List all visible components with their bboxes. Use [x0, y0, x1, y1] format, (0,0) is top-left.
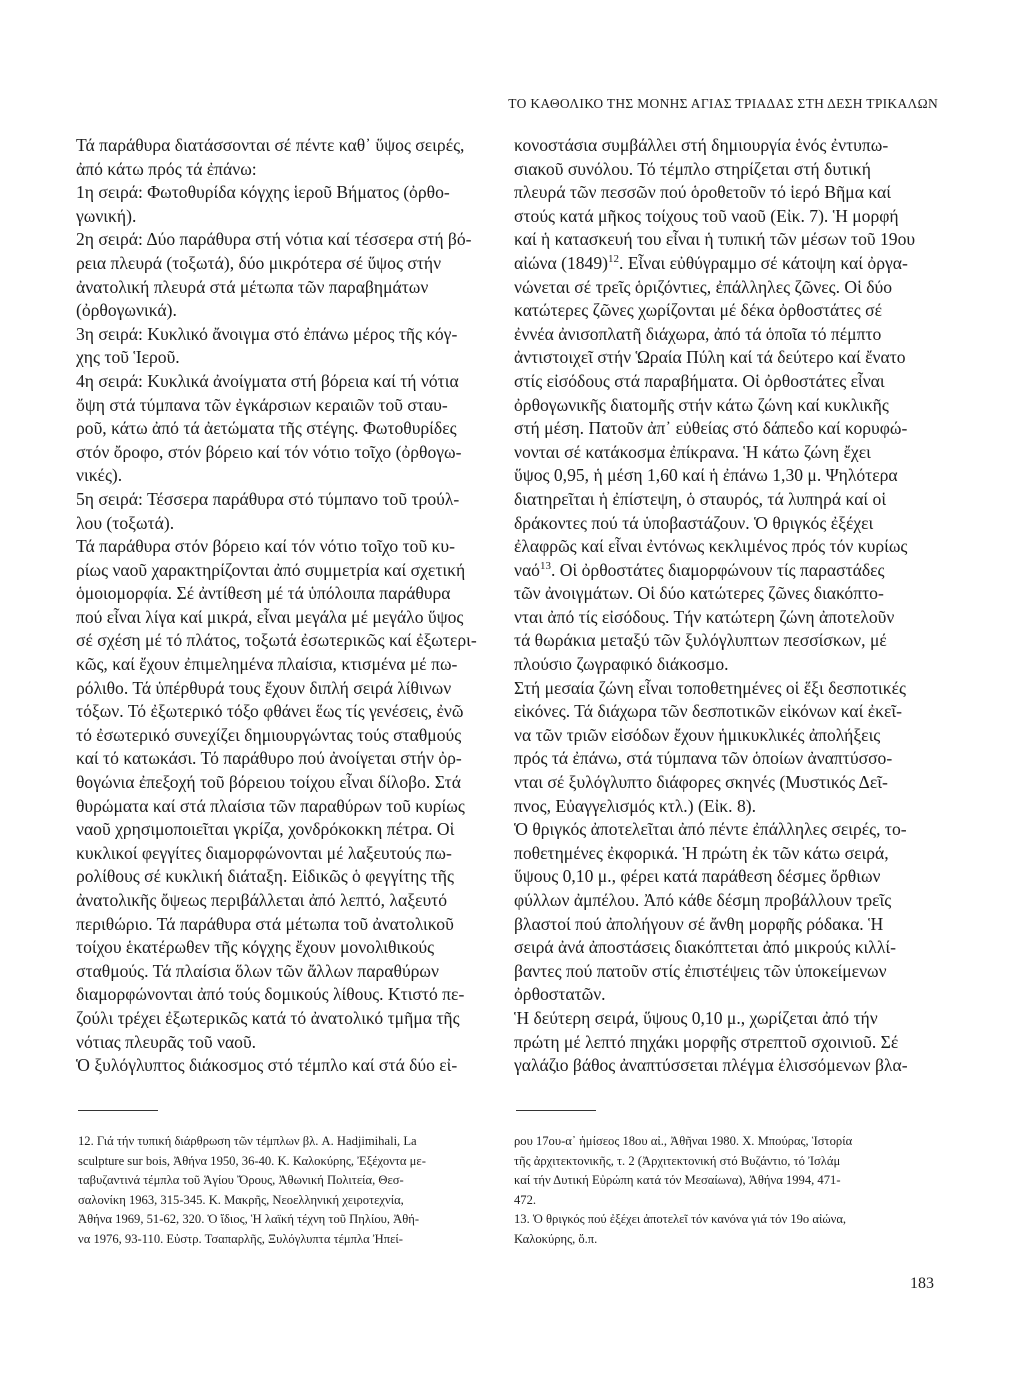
- body-text-line: ὕψους 0,10 μ., φέρει κατά παράθεση δέσμες ὄρθιων: [514, 866, 881, 887]
- body-text-line: νότιας πλευρᾶς τοῦ ναοῦ.: [76, 1031, 257, 1052]
- body-text-line: πού εἶναι λίγα καί μικρά, εἶναι μεγάλα μέ μεγάλο ὕψος: [76, 606, 464, 627]
- body-text-line: τοίχου ἑκατέρωθεν τῆς κόγχης ἔχουν μονολιθικούς: [76, 937, 435, 958]
- footnote-line: τῆς ἀρχιτεκτονικῆς, τ. 2 (Ἀρχιτεκτονική στό Βυζάντιο, τό Ἰσλάμ: [514, 1153, 841, 1168]
- body-text-line: διατηρεῖται ἡ ἐπίστεψη, ὁ σταυρός, τά λυπηρά καί οἱ: [514, 488, 887, 509]
- body-text-line: 1η σειρά: Φωτοθυρίδα κόγχης ἱεροῦ Βήματος (ὀρθο-: [76, 182, 450, 203]
- body-text-line: 5η σειρά: Τέσσερα παράθυρα στό τύμπανο τοῦ τρούλ-: [76, 488, 460, 509]
- body-text-line: ρεια πλευρά (τοξωτά), δύο μικρότερα σέ ὕψος στήν: [76, 252, 442, 273]
- body-text-line: σταθμούς. Τά πλαίσια ὅλων τῶν ἄλλων παραθύρων: [76, 960, 439, 981]
- footnote-line: ταβυζαντινά τέμπλα τοῦ Ἁγίου Ὄρους, Ἀθωνική Πολιτεία, Θεσ-: [78, 1173, 404, 1188]
- body-text-line: ἀνατολική πλευρά στά μέτωπα τῶν παραβημάτων: [76, 276, 429, 297]
- body-text-line: ὄψη στά τύμπανα τῶν ἐγκάρσιων κεραιῶν τοῦ σταυ-: [76, 394, 448, 415]
- body-text-line: ὀρθογωνικῆς διατομῆς στήν κάτω ζώνη καί κυκλικῆς: [514, 394, 889, 415]
- body-text-line: Τά παράθυρα στόν βόρειο καί τόν νότιο τοῖχο τοῦ κυ-: [76, 536, 455, 557]
- body-text-line: 4η σειρά: Κυκλικά ἀνοίγματα στή βόρεια καί τή νότια: [76, 370, 459, 391]
- body-text-line: ἐλαφρῶς καί εἶναι ἐντόνως κεκλιμένος πρός τόν κυρίως: [514, 536, 908, 557]
- body-text-line: τῶν ἀνοιγμάτων. Οἱ δύο κατώτερες ζῶνες διακόπτο-: [514, 583, 884, 604]
- body-text-line: σέ σχέση μέ τό πλάτος, τοξωτά ἐσωτερικῶς καί ἐξωτερι-: [76, 630, 477, 651]
- body-text-line: τό ἐσωτερικό συνεχίζει δημιουργώντας τούς σταθμούς: [76, 724, 462, 745]
- left-text-column: [76, 134, 496, 1078]
- footnote-line: sculpture sur bois, Ἀθήνα 1950, 36-40. Κ. Καλοκύρης, Ἐξέχοντα με-: [78, 1153, 426, 1168]
- body-text-line: ἀπό κάτω πρός τά ἐπάνω:: [76, 158, 257, 179]
- body-text-line: χης τοῦ Ἱεροῦ.: [76, 347, 180, 368]
- body-text-line: πλευρά τῶν πεσσῶν πού ὁροθετοῦν τό ἱερό Βῆμα καί: [514, 182, 892, 203]
- body-text-line: φύλλων ἀμπέλου. Ἀπό κάθε δέσμη προβάλλουν τρεῖς: [514, 890, 892, 910]
- body-text-line: λου (τοξωτά).: [76, 512, 175, 533]
- body-text-line: ζούλι τρέχει ἐξωτερικῶς κατά τό ἀνατολικό τμῆμα τῆς: [76, 1007, 460, 1028]
- body-text-line: δράκοντες πού τά ὑποβαστάζουν. Ὁ θριγκός ἐξέχει: [514, 512, 874, 533]
- body-text-line: πλούσιο ζωγραφικό διάκοσμο.: [514, 654, 729, 675]
- body-text-line: νται σέ ξυλόγλυπτο διάφορες σκηνές (Μυστικός Δεῖ-: [514, 772, 888, 793]
- body-text-line: ναοῦ χρησιμοποιεῖται γκρίζα, χονδρόκοκκη πέτρα. Οἱ: [76, 819, 455, 840]
- footnote-rule: [516, 1110, 596, 1111]
- body-text-line: στόν ὄροφο, στόν βόρειο καί τόν νότιο τοῖχο (ὀρθογω-: [76, 441, 462, 462]
- footnote-line: Καλοκύρης, ὅ.π.: [514, 1231, 598, 1246]
- body-text-line: 3η σειρά: Κυκλικό ἄνοιγμα στό ἐπάνω μέρος τῆς κόγ-: [76, 323, 458, 344]
- footnote-line: Ἀθήνα 1969, 51-62, 320. Ὁ ἴδιος, Ἡ λαϊκή τέχνη τοῦ Πηλίου, Ἀθή-: [78, 1212, 420, 1227]
- body-text-line: ἐννέα ἀνισοπλατῆ διάχωρα, ἀπό τά ὁποῖα τό πέμπτο: [514, 323, 882, 344]
- footnote-line: 13. Ὁ θριγκός πού ἐξέχει ἀποτελεῖ τόν κανόνα γιά τόν 19ο αἰώνα,: [514, 1212, 847, 1227]
- footnote-reference[interactable]: 12: [608, 253, 620, 266]
- body-text-line: ρίως ναοῦ χαρακτηρίζονται ἀπό συμμετρία καί σχετική: [76, 559, 466, 580]
- line-text: καί ἡ κατασκευή του εἶναι ἡ τυπική τῶν μέσων τοῦ 19ου: [514, 229, 916, 250]
- body-text-line: ὕψος 0,95, ἡ μέση 1,60 καί ἡ ἐπάνω 1,30 μ. Ψηλότερα: [514, 465, 898, 486]
- body-text-line: τά θωράκια μεταξύ τῶν ξυλόγλυπτων πεσσίσκων, μέ: [514, 630, 887, 651]
- body-text-line: κονοστάσια συμβάλλει στή δημιουργία ἑνός ἐντυπω-: [514, 135, 889, 155]
- body-text-line: νικές).: [76, 465, 123, 486]
- body-text-line: πρώτη μέ λεπτό πηχάκι μορφῆς στρεπτοῦ σχοινιοῦ. Σέ: [514, 1031, 899, 1052]
- body-text-line: γαλάζιο βάθος ἀναπτύσσεται πλέγμα ἑλισσόμενων βλα-: [514, 1055, 908, 1076]
- body-text-line: [514, 559, 934, 583]
- body-text-line: να τῶν τριῶν εἰσόδων ἔχουν ἡμικυκλικές ἀπολήξεις: [514, 724, 881, 745]
- body-text-line: στίς εἰσόδους στά παραβήματα. Οἱ ὀρθοστάτες εἶναι: [514, 370, 885, 391]
- body-text-line: Ὁ θριγκός ἀποτελεῖται ἀπό πέντε ἐπάλληλες σειρές, το-: [514, 819, 907, 840]
- footnote-line: να 1976, 93-110. Εὐστρ. Τσαπαρλῆς, Ξυλόγλυπτα τέμπλα Ἠπεί-: [78, 1231, 403, 1246]
- footnote-line: ρου 17ου-α᾽ ἡμίσεος 18ου αἰ., Ἀθῆναι 1980. Χ. Μπούρας, Ἱστορία: [514, 1134, 853, 1148]
- line-text: . Εἶναι εὐθύγραμμο σέ κάτοψη καί ὀργα-: [619, 252, 908, 273]
- body-text-line: πρός τά ἐπάνω, στά τύμπανα τῶν ὁποίων ἀναπτύσσο-: [514, 748, 893, 769]
- body-text-line: νονται σέ κατάκοσμα ἐπίκρανα. Ἡ κάτω ζώνη ἔχει: [514, 441, 871, 462]
- line-text: ναό: [514, 559, 540, 580]
- footnotes-left: [78, 1132, 498, 1250]
- body-text-line: Στή μεσαία ζώνη εἶναι τοποθετημένες οἱ ἕξι δεσποτικές: [514, 677, 906, 698]
- body-text-line: τόξων. Τό ἐξωτερικό τόξο φθάνει ἕως τίς γενέσεις, ἐνῶ: [76, 701, 464, 722]
- body-text-line: στή μέση. Πατοῦν ἀπ᾽ εὐθείας στό δάπεδο καί κορυφώ-: [514, 418, 908, 439]
- footnote-rule: [78, 1110, 158, 1111]
- body-text-line: ὁμοιομορφία. Σέ ἀντίθεση μέ τά ὑπόλοιπα παράθυρα: [76, 583, 451, 604]
- body-text-line: νται ἀπό τίς εἰσόδους. Τήν κατώτερη ζώνη ἀποτελοῦν: [514, 606, 895, 627]
- body-text-line: διαμορφώνονται ἀπό τούς δομικούς λίθους. Κτιστό πε-: [76, 984, 465, 1005]
- body-text-line: [514, 228, 934, 252]
- body-text-line: Τά παράθυρα διατάσσονται σέ πέντε καθ᾽ ὕψος σειρές,: [76, 135, 465, 155]
- body-text-line: ροῦ, κάτω ἀπό τά ἀετώματα τῆς στέγης. Φωτοθυρίδες: [76, 418, 457, 439]
- body-text-line: θογώνια ἐπεξοχή τοῦ βόρειου τοίχου εἶναι δίλοβο. Στά: [76, 772, 461, 793]
- body-text-line: καί τό κατωκάσι. Τό παράθυρο πού ἀνοίγεται στήν ὀρ-: [76, 748, 462, 769]
- body-text-line: Ἡ δεύτερη σειρά, ὕψους 0,10 μ., χωρίζεται ἀπό τήν: [514, 1007, 878, 1028]
- body-text-line: σειρά ἀνά ἀποστάσεις διακόπτεται ἀπό μικρούς κιλλί-: [514, 937, 896, 958]
- body-text-line: στούς κατά μῆκος τοίχους τοῦ ναοῦ (Εἰκ. 7). Ἡ μορφή: [514, 205, 899, 226]
- body-text-line: βαντες πού πατοῦν στίς ἐπιστέψεις τῶν ὑποκείμενων: [514, 960, 887, 981]
- footnote-line: 12. Γιά τήν τυπική διάρθρωση τῶν τέμπλων βλ. A. Hadjimihali, La: [78, 1134, 417, 1148]
- body-text-line: ρόλιθο. Τά ὑπέρθυρά τους ἔχουν διπλή σειρά λίθινων: [76, 677, 452, 698]
- body-text-line: 2η σειρά: Δύο παράθυρα στή νότια καί τέσσερα στή βό-: [76, 229, 472, 250]
- line-text: αἰώνα (1849): [514, 252, 609, 273]
- body-text-line: ρολίθους σέ κυκλική διάταξη. Εἰδικῶς ὁ φεγγίτης τῆς: [76, 866, 454, 887]
- right-text-column: [514, 134, 934, 1078]
- body-text-line: γωνική).: [76, 205, 137, 226]
- body-text-line: πνος, Εὐαγγελισμός κτλ.) (Εἰκ. 8).: [514, 795, 757, 816]
- line-text: . Οἱ ὀρθοστάτες διαμορφώνουν τίς παραστάδες: [550, 559, 885, 580]
- body-text-line: κατώτερες ζῶνες χωρίζονται μέ δέκα ὀρθοστάτες σέ: [514, 300, 882, 321]
- body-text-line: ποθετημένες ἐκφορικά. Ἡ πρώτη ἐκ τῶν κάτω σειρά,: [514, 842, 889, 863]
- footnote-line: 472.: [514, 1192, 537, 1207]
- body-text-line: εἰκόνες. Τά διάχωρα τῶν δεσποτικῶν εἰκόνων καί ἐκεῖ-: [514, 701, 903, 722]
- body-text-line: νώνεται σέ τρεῖς ὁριζόντιες, ἐπάλληλες ζῶνες. Οἱ δύο: [514, 276, 893, 297]
- body-text-line: περιθώριο. Τά παράθυρα στά μέτωπα τοῦ ἀνατολικοῦ: [76, 913, 454, 934]
- body-text-line: κυκλικοί φεγγίτες διαμορφώνονται μέ λαξευτούς πω-: [76, 842, 452, 863]
- body-text-line: (ὀρθογωνικά).: [76, 300, 177, 321]
- footnote-reference[interactable]: 13: [539, 559, 551, 572]
- body-text-line: ἀντιστοιχεῖ στήν Ὡραία Πύλη καί τά δεύτερο καί ἔνατο: [514, 347, 906, 368]
- body-text-line: ἀνατολικῆς ὄψεως περιβάλλεται ἀπό λεπτό, λαξευτό: [76, 890, 448, 910]
- footnote-line: καί τήν Δυτική Εὐρώπη κατά τόν Μεσαίωνα), Ἀθήνα 1994, 471-: [514, 1173, 841, 1188]
- body-text-line: ὀρθοστατῶν.: [514, 984, 606, 1005]
- footnotes-right: [514, 1132, 934, 1250]
- footnote-line: σαλονίκη 1963, 315-345. Κ. Μακρῆς, Νεοελληνική χειροτεχνία,: [78, 1192, 404, 1207]
- body-text-line: θυρώματα καί στά πλαίσια τῶν παραθύρων τοῦ κυρίως: [76, 795, 465, 816]
- body-text-line: Ὁ ξυλόγλυπτος διάκοσμος στό τέμπλο καί στά δύο εἰ-: [76, 1055, 458, 1076]
- body-text-line: σιακοῦ συνόλου. Τό τέμπλο στηρίζεται στή δυτική: [514, 158, 871, 179]
- body-text-line: [514, 252, 934, 276]
- running-head: ΤΟ ΚΑΘΟΛΙΚΟ ΤΗΣ ΜΟΝΗΣ ΑΓΙΑΣ ΤΡΙΑΔΑΣ ΣΤΗ ΔΕΣΗ ΤΡΙΚΑΛΩΝ: [508, 96, 938, 111]
- body-text-line: κῶς, καί ἔχουν ἐπιμελημένα πλαίσια, κτισμένα μέ πω-: [76, 654, 458, 675]
- body-text-line: βλαστοί πού ἀπολήγουν σέ ἄνθη μορφῆς ρόδακα. Ἡ: [514, 913, 884, 934]
- page-number: 183: [910, 1275, 934, 1292]
